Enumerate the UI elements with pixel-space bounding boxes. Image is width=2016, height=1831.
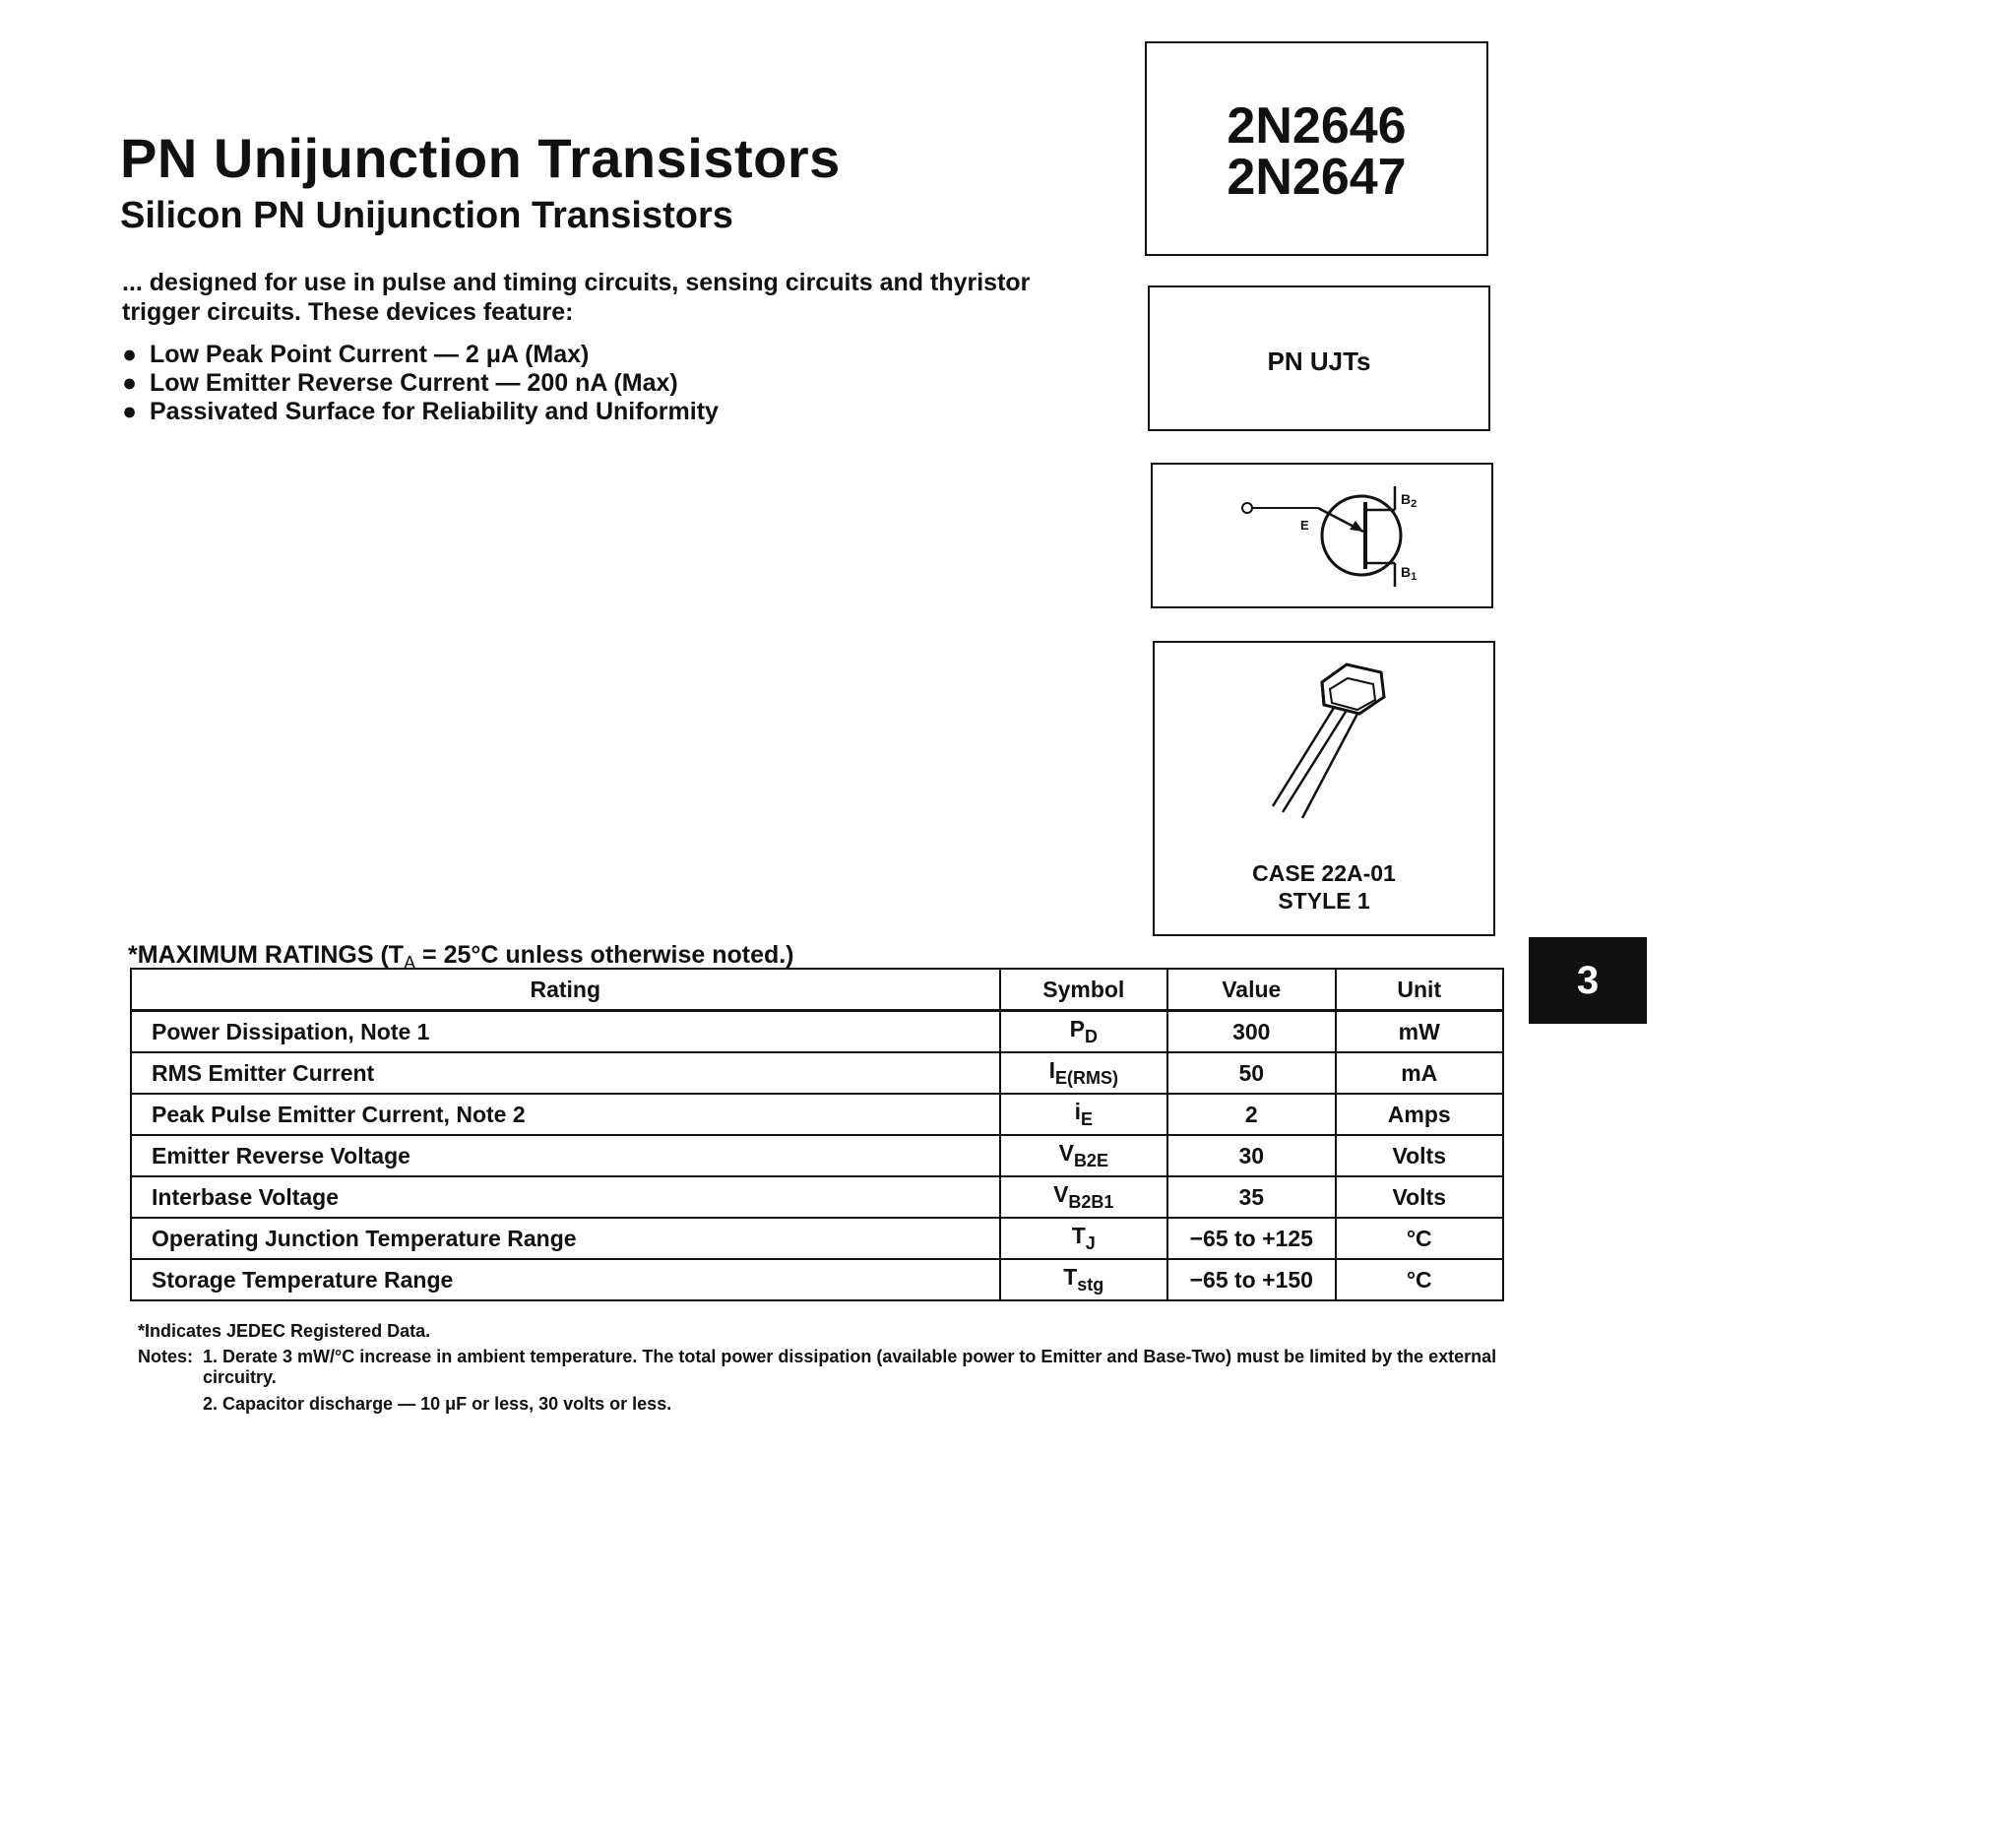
value-cell: 2 bbox=[1167, 1094, 1335, 1135]
case-label: CASE 22A-01 STYLE 1 bbox=[1252, 860, 1396, 914]
table-row bbox=[131, 1052, 1503, 1094]
device-type-box bbox=[1148, 285, 1490, 431]
notes-block bbox=[138, 1347, 1561, 1415]
jedec-footnote: *Indicates JEDEC Registered Data. bbox=[138, 1321, 431, 1341]
symbol-cell: $P_D$ bbox=[1000, 1011, 1167, 1053]
unit-cell: °C bbox=[1336, 1218, 1504, 1259]
unit-cell: Volts bbox=[1336, 1176, 1504, 1218]
ratings-table bbox=[130, 968, 1504, 1301]
base-one-label: $B_1$ bbox=[1401, 564, 1418, 583]
intro-paragraph: ... designed for use in pulse and timing circuits, sensing circuits and thyristor trigger circuits. These devices feature: bbox=[122, 269, 1031, 326]
unit-cell: °C bbox=[1336, 1259, 1504, 1300]
bullet-icon: ● bbox=[122, 341, 138, 368]
feature-item: ● Low Peak Point Current — 2 μA (Max) bbox=[122, 341, 590, 368]
device-type-label: PN UJTs bbox=[1267, 347, 1371, 376]
value-cell: 300 bbox=[1167, 1011, 1335, 1053]
part-number-box bbox=[1145, 41, 1488, 256]
notes-label: Notes: bbox=[138, 1347, 194, 1366]
table-row bbox=[131, 1011, 1503, 1053]
symbol-cell: $T_J$ bbox=[1000, 1218, 1167, 1259]
unit-cell: Volts bbox=[1336, 1135, 1504, 1176]
base-two-label: $B_2$ bbox=[1401, 491, 1418, 510]
symbol-cell: $V_{B2B1}$ bbox=[1000, 1176, 1167, 1218]
bullet-icon: ● bbox=[122, 369, 138, 397]
value-cell: −65 to +125 bbox=[1167, 1218, 1335, 1259]
symbol-cell: $i_E$ bbox=[1000, 1094, 1167, 1135]
column-header: Symbol bbox=[1000, 969, 1167, 1011]
rating-cell: Operating Junction Temperature Range bbox=[131, 1218, 1000, 1259]
unit-cell: mA bbox=[1336, 1052, 1504, 1094]
ratings-heading: *MAXIMUM RATINGS ($T_A = 25^\circ C$ unless otherwise noted.) bbox=[128, 941, 794, 973]
unit-cell: mW bbox=[1336, 1011, 1504, 1053]
note-1: 1. Derate 3 mW/°C increase in ambient temperature. The total power dissipation (available power to Emitter and Base-Two) must be limited by the external circuitry. bbox=[203, 1347, 1497, 1387]
table-row bbox=[131, 1218, 1503, 1259]
table-row bbox=[131, 1259, 1503, 1300]
column-header: Rating bbox=[131, 969, 1000, 1011]
symbol-cell: $V_{B2E}$ bbox=[1000, 1135, 1167, 1176]
rating-cell: Peak Pulse Emitter Current, Note 2 bbox=[131, 1094, 1000, 1135]
value-cell: −65 to +150 bbox=[1167, 1259, 1335, 1300]
table-header-row bbox=[131, 969, 1503, 1011]
rating-cell: Emitter Reverse Voltage bbox=[131, 1135, 1000, 1176]
emitter-label: E bbox=[1300, 518, 1309, 533]
value-cell: 30 bbox=[1167, 1135, 1335, 1176]
schematic-symbol-box bbox=[1151, 463, 1493, 608]
rating-cell: Storage Temperature Range bbox=[131, 1259, 1000, 1300]
column-header: Unit bbox=[1336, 969, 1504, 1011]
rating-cell: Interbase Voltage bbox=[131, 1176, 1000, 1218]
feature-item: ● Passivated Surface for Reliability and Uniformity bbox=[122, 398, 719, 425]
page-subtitle: Silicon PN Unijunction Transistors bbox=[120, 195, 733, 236]
note-2: 2. Capacitor discharge — 10 μF or less, 30 volts or less. bbox=[203, 1394, 672, 1414]
symbol-cell: $T_{stg}$ bbox=[1000, 1259, 1167, 1300]
page-title: PN Unijunction Transistors bbox=[120, 127, 841, 189]
unit-cell: Amps bbox=[1336, 1094, 1504, 1135]
rating-cell: RMS Emitter Current bbox=[131, 1052, 1000, 1094]
feature-list bbox=[122, 341, 719, 426]
package-box bbox=[1153, 641, 1495, 936]
value-cell: 35 bbox=[1167, 1176, 1335, 1218]
feature-item: ● Low Emitter Reverse Current — 200 nA (Max) bbox=[122, 369, 678, 397]
part-number: 2N2646 bbox=[1227, 97, 1407, 155]
to18-package-icon bbox=[1155, 643, 1493, 840]
part-number: 2N2647 bbox=[1227, 149, 1407, 206]
value-cell: 50 bbox=[1167, 1052, 1335, 1094]
rating-cell: Power Dissipation, Note 1 bbox=[131, 1011, 1000, 1053]
ujt-symbol-icon bbox=[1153, 465, 1491, 606]
table-row bbox=[131, 1176, 1503, 1218]
bullet-icon: ● bbox=[122, 398, 138, 425]
table-row bbox=[131, 1094, 1503, 1135]
symbol-cell: $I_{E(RMS)}$ bbox=[1000, 1052, 1167, 1094]
column-header: Value bbox=[1167, 969, 1335, 1011]
section-tab: 3 bbox=[1529, 937, 1647, 1024]
table-row bbox=[131, 1135, 1503, 1176]
